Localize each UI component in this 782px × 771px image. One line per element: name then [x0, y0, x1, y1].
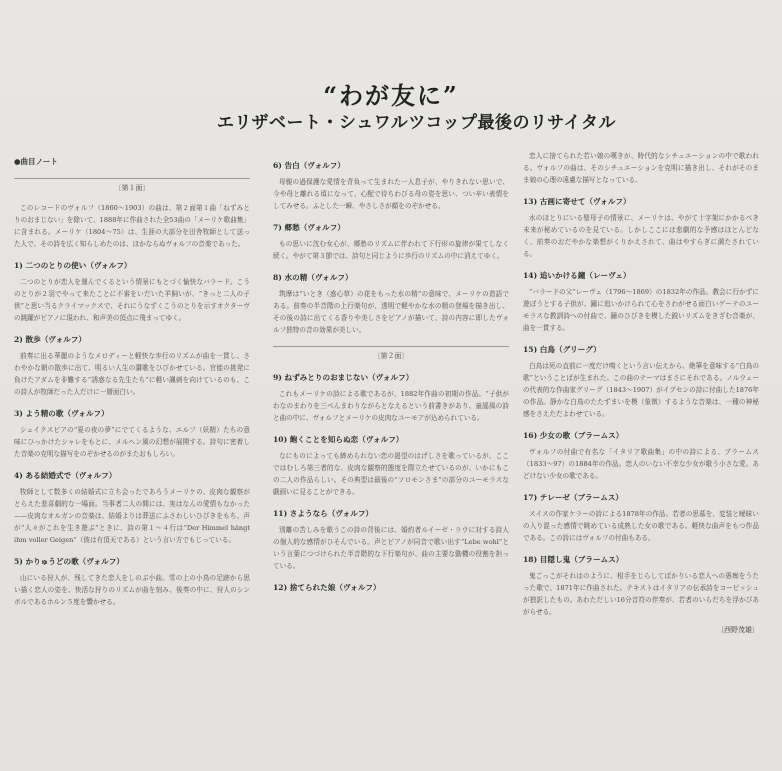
song-heading: 5) かりゅうどの歌（ヴォルフ）: [14, 557, 124, 566]
song-heading: 4) ある結婚式で（ヴォルフ）: [14, 471, 117, 480]
song-heading: 11) さようなら（ヴォルフ）: [273, 509, 374, 518]
song-description: もの思いに沈む女心が、郷愁のリズムに伴われて下行形の旋律が果てしなく続く。やがて第３節では、詩句と同じように歩行のリズムの中に消えてゆく。: [273, 240, 509, 260]
song-description: なにものによっても締められない恋の渇望のはげしさを歌っているが、ここではむしろ第三者的な、皮肉な観察的態度を際立たせているのが、いかにもこの二人の作品らしい。その典型は最後の“ソロモンさま”の部分のユーモラスな戯画いに見ることができる。: [273, 452, 509, 496]
song-description: 山にいる狩人が、残してきた恋人をしのぶ小曲。雪の上の小鳥の足跡から思い描く恋人の姿を、快活な狩りのリズムが曲を刻み、後奏の中に、狩人のシンボルであるホルン５度を響かせる。: [14, 574, 250, 606]
side-2-label: 〔第２面〕: [273, 346, 509, 362]
notes-heading: ●曲目ノート: [14, 157, 58, 166]
song-list: [523, 196, 759, 618]
continued-paragraph: 恋人に捨てられた若い娘の嘆きが、時代的なシチュエーションの中で歌われる。ヴォルフの曲は、そのシチュエーションを克明に描き出し、それがそのまま娘の心理の遠慮な描写となっている。: [523, 152, 759, 184]
page-title: “わが友に”: [323, 81, 459, 110]
song-description: シェイクスピアの“夏の夜の夢”にでてくるような、エルフ（妖精）たちの意味にひっかけたシャレをもとに、メルヘン風の幻想が展開する。詩句に密着した音楽の克明な描写をのぞかせるのがまたおもしろい。: [14, 426, 250, 458]
song-list: [14, 260, 250, 608]
song-heading: 3) よう精の歌（ヴォルフ）: [14, 409, 109, 418]
song-heading: 2) 散歩（ヴォルフ）: [14, 335, 86, 344]
song-heading: 17) テレーゼ（ブラームス）: [523, 493, 624, 502]
side-1-label: 〔第１面〕: [14, 178, 250, 194]
song-description: 筑摩は“いとき（惑心草）の花をもった水の精”の意味で、メーリケの造語である。前奏の半音階の上行楽句が、透明で軽やかな水の精の登場を描き出し、その後の詩に出てくる香りや美しさをピアノが描いて、詩の内容に即したヴォルフ独特の音の効果が美しい。: [273, 290, 509, 334]
author-credit: 〔西野茂雄〕: [717, 626, 759, 634]
song-heading: 9) ねずみとりのおまじない（ヴォルフ）: [273, 373, 414, 382]
song-description: これもメーリケの詩による歌であるが、1882年作曲の初期の作品。“子供がわなのまわりを三べんまわりながらとなえるという前書きがあり、童謡風の詩と曲の中に、ヴォルフとメーリケの皮肉なユーモアが込められている。: [273, 390, 509, 422]
song-description: 別離の苦しみを歌うこの詩の背後には、婚約者ルイーゼ・ラウに対する詩人の個人的な感情がひそんでいる。声とピアノが同音で歌い出す“Lebe wohl”という言葉につづけられた半音階的な下行楽句が、曲の主要な動機の役割を担っている。: [273, 526, 509, 570]
song-heading: 6) 告白（ヴォルフ）: [273, 161, 345, 170]
column-2: [273, 150, 509, 750]
song-description: 二つのとりが恋人を運んでくるという情景にもとづく愉快なバラード。こうのとりが２羽でやって来たことに不審をいだいた羊飼いが、“きっと二人の子供”と思い当るクライマックスで、それにうなずくこうのとりを示すオクターヴの跳躍がピアノに現われ、和声美の頂点に飛まってゆく。: [14, 278, 250, 322]
song-heading: 12) 捨てられた娘（ヴォルフ）: [273, 583, 381, 592]
page-subtitle: エリザベート・シュワルツコップ最後のリサイタル: [216, 113, 616, 133]
song-description: 鬼ごっこがそれはのように、相手をじらしてばかりいる恋人への愚痴をうたった歌で、1871年に作曲された。テキストはイタリアの伝承詩をコーピッシュが独訳したもの。あわただしい16分音符の伴奏が、若者のいらだちを浮かびあがらせる。: [523, 572, 759, 616]
song-heading: 15) 白鳥（グリーグ）: [523, 345, 601, 354]
song-description: スイスの作家ケラーの詩による1878年の作品。若者の思慕を、変装と曖昧いの入り混った感情で眺めている成熟した女の歌である。軽快な曲声をもつ作品である。この詩にはヴォルフの付曲もある。: [523, 510, 759, 542]
song-heading: 8) 水の精（ヴォルフ）: [273, 273, 353, 282]
song-heading: 18) 目隠し鬼（ブラームス）: [523, 555, 624, 564]
song-heading: 10) 飽くことを知らぬ恋（ヴォルフ）: [273, 435, 404, 444]
song-heading: 13) 古画に寄せて（ヴォルフ）: [523, 197, 631, 206]
song-description: 牧師として数多くの結婚式に立ち会ったであろうメーリケの、皮肉な観察がとらえた悲喜劇的な一場面。当事者二人の間には、実はなんの愛情もなかった——皮肉なオルガンの音楽は、結婚よりは葬送にふさわしいひびきをもち、声が“人々がこれを生き遊ぶ”ときに、詩の第１〜４行は“Der Himmel hängt ihm voller Geigen”（彼は有頂天である）という言い方でもじっている。: [14, 488, 250, 544]
column-3: [523, 150, 759, 750]
song-heading: 7) 郷愁（ヴォルフ）: [273, 223, 345, 232]
song-heading: 14) 追いかける鐘（レーヴェ）: [523, 271, 631, 280]
song-description: ヴォルフの付曲で有名な「イタリア歌曲集」の中の詩による、ブラームス（1833〜97）の1884年の作品。恋人のいない不幸な少女が歌う小さな愛。あどけない少女の歌である。: [523, 448, 759, 480]
song-description: 白鳥は死の直前に一度だけ鳴くという言い伝えから、絶筆を意味する“白鳥の歌”ということばが生まれた。この曲のテーマはまさにそれである。ノルウェーの代表的な作曲家グリーグ（1843〜1907）がイプセンの詩に付曲した1876年の作品。静かな白鳥のたたずまいを模（象徴）するような音楽は、一種の神秘感をさえただよわせている。: [523, 362, 759, 418]
song-description: 水のほとりにいる聖母子の情景に、メーリケは、やがて十字架にかかるべき未来が秘めているのを見ている。しかしここには悲劇的な予感はほとんどなく、前奏のおだやかな楽想がくりかえされて、曲はやすらぎに満たされている。: [523, 214, 759, 258]
song-description: “バラードの父”レーヴェ（1796〜1869）の1832年の作品。教会に行かずに遊ぼうとする子供が、鐘に追いかけられて心をさわがせる面白いゲーテのユーモラスな教訓詩への付曲で、鐘のひびきを模した鋭いリズムをきざむ音楽が、曲を一貫する。: [523, 288, 759, 332]
song-list: [273, 160, 509, 336]
song-description: 母親の過保護な愛情を背負って生まれた一人息子が、やりきれない思いで、今や母と離れる頃になって、心配で待ちわびる母の姿を思い、つい辛い表情をしてみせる。ふとした一瞬、やさしさが顔をのぞかせる。: [273, 178, 509, 210]
song-description: 前奏に出る華麗のようなメロディーと軽快な歩行のリズムが曲を一貫し、さわやかな朝の散歩に出て、明るい人生の讃歌をひびかせている。官能の挑発に負けたアダムを非難する“誘惑なる先生たち”に軽い諷刺を向けているのも、この詩人が牧師だった人だけに一層面白い。: [14, 352, 250, 396]
song-list: [273, 372, 509, 594]
song-heading: 1) 二つのとりの使い（ヴォルフ）: [14, 261, 132, 270]
intro-paragraph: このレコードのヴォルフ（1860〜1903）の曲は、第２面第１曲「ねずみとりのおまじない」を除いて、1888年に作曲された全53曲の「メーリケ歌曲集」に含まれる。メーリケ（1804〜75）は、生涯の大部分を田舎牧師として送った人で、その詩を広く知らしめたのは、ほかならぬヴォルフの音楽であった。: [14, 204, 250, 248]
column-1: [14, 150, 250, 750]
song-heading: 16) 少女の歌（ブラームス）: [523, 431, 624, 440]
